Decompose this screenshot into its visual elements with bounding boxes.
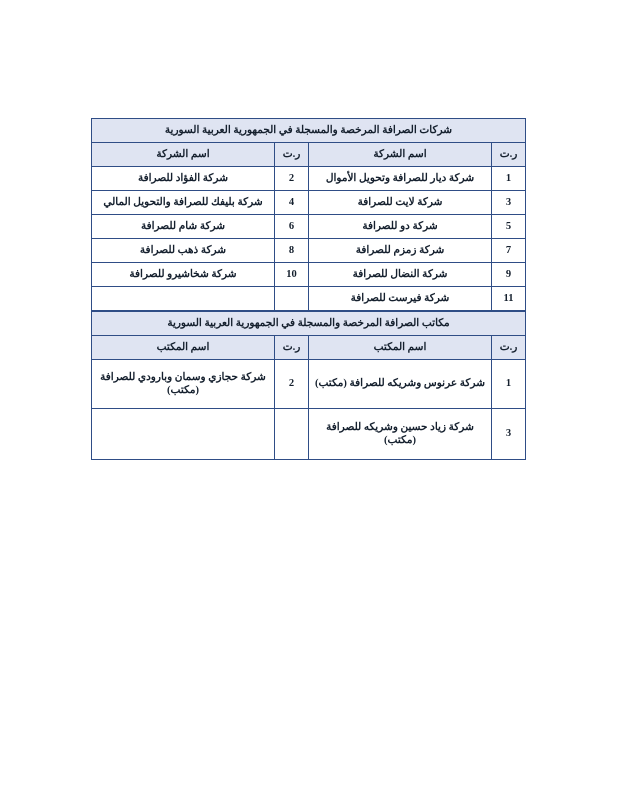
table-row: [91, 191, 525, 215]
cell-company-name: شركة الفؤاد للصرافة: [91, 167, 274, 191]
cell-num: 1: [492, 167, 526, 191]
column-header-num-left: ر.ت: [275, 336, 309, 360]
cell-num: 4: [275, 191, 309, 215]
column-header-name-left: اسم الشركة: [91, 143, 274, 167]
cell-num: 8: [275, 239, 309, 263]
table-row: [91, 215, 525, 239]
cell-company-name: شركة لايت للصرافة: [309, 191, 492, 215]
cell-company-name: شركة فيرست للصرافة: [309, 287, 492, 311]
column-header-num-left: ر.ت: [275, 143, 309, 167]
exchange-offices-table: [91, 311, 526, 460]
cell-num: 2: [275, 167, 309, 191]
cell-num: 3: [492, 409, 526, 460]
cell-num: 9: [492, 263, 526, 287]
table-row: [91, 167, 525, 191]
cell-company-name: شركة شام للصرافة: [91, 215, 274, 239]
cell-num: 2: [275, 360, 309, 409]
cell-company-name: شركة بليفك للصرافة والتحويل المالي: [91, 191, 274, 215]
cell-num: 10: [275, 263, 309, 287]
cell-company-name: شركة دو للصرافة: [309, 215, 492, 239]
cell-num-empty: [275, 287, 309, 311]
cell-company-name: شركة زمزم للصرافة: [309, 239, 492, 263]
table-row: [91, 287, 525, 311]
table-row: [92, 360, 526, 409]
cell-num: 7: [492, 239, 526, 263]
cell-office-name-empty: [92, 409, 275, 460]
cell-office-name: شركة حجازي وسمان وبارودي للصرافة (مكتب): [92, 360, 275, 409]
cell-num-empty: [275, 409, 309, 460]
table-header-row: [92, 336, 526, 360]
table-title-row: [92, 312, 526, 336]
column-header-name-right: اسم الشركة: [309, 143, 492, 167]
table-row: [91, 263, 525, 287]
cell-company-name-empty: [91, 287, 274, 311]
cell-company-name: شركة ديار للصرافة وتحويل الأموال: [309, 167, 492, 191]
cell-company-name: شركة شخاشيرو للصرافة: [91, 263, 274, 287]
cell-num: 1: [492, 360, 526, 409]
table1-title: شركات الصرافة المرخصة والمسجلة في الجمهورية العربية السورية: [91, 119, 525, 143]
column-header-name-right: اسم المكتب: [309, 336, 492, 360]
cell-num: 6: [275, 215, 309, 239]
cell-num: 11: [492, 287, 526, 311]
cell-company-name: شركة ذهب للصرافة: [91, 239, 274, 263]
table-row: [91, 239, 525, 263]
column-header-num-right: ر.ت: [492, 336, 526, 360]
column-header-num-right: ر.ت: [492, 143, 526, 167]
column-header-name-left: اسم المكتب: [92, 336, 275, 360]
exchange-companies-table: [91, 118, 526, 311]
tables-container: [92, 118, 526, 460]
cell-office-name: شركة عرنوس وشريكه للصرافة (مكتب): [309, 360, 492, 409]
table2-title: مكاتب الصرافة المرخصة والمسجلة في الجمهورية العربية السورية: [92, 312, 526, 336]
table-header-row: [91, 143, 525, 167]
table-title-row: [91, 119, 525, 143]
cell-num: 3: [492, 191, 526, 215]
table-row: [92, 409, 526, 460]
cell-num: 5: [492, 215, 526, 239]
cell-office-name: شركة زياد حسين وشريكه للصرافة (مكتب): [309, 409, 492, 460]
cell-company-name: شركة النضال للصرافة: [309, 263, 492, 287]
